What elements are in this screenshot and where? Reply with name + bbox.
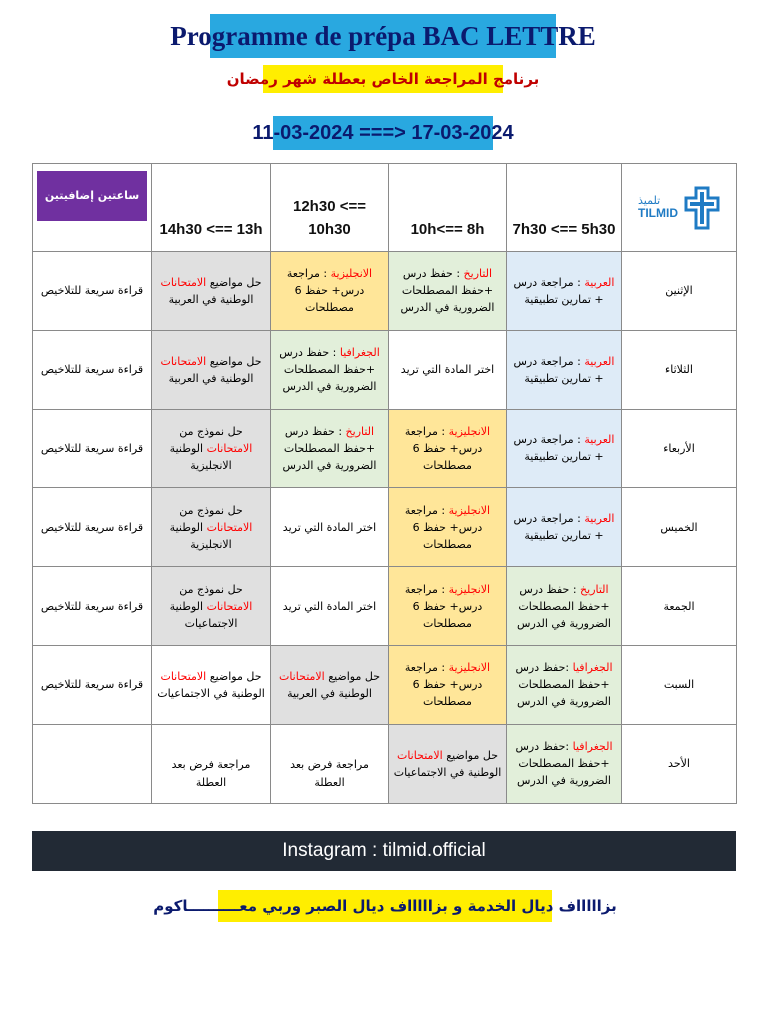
slot-cell: الانجليزية : مراجعة درس+ حفظ 6 مصطلحات	[389, 409, 507, 488]
table-row	[33, 567, 737, 646]
slot-cell: حل مواضيع الامتحانات الوطنية في الاجتماعيات	[389, 724, 507, 803]
page-subtitle: برنامج المراجعة الخاص بعطلة شهر رمضان	[263, 65, 503, 93]
day-label: الخميس	[622, 488, 737, 567]
extra-cell: قراءة سريعة للتلاخيص	[33, 409, 152, 488]
slot-cell: حل مواضيع الامتحانات الوطنية في العربية	[271, 645, 389, 724]
date-range: 11-03-2024 ===> 17-03-2024	[273, 116, 493, 150]
day-label: الإثنين	[622, 252, 737, 331]
extra-hours-header	[33, 164, 152, 252]
slot-cell: الانجليزية : مراجعة درس+ حفظ 6 مصطلحات	[389, 567, 507, 646]
day-label: الثلاثاء	[622, 330, 737, 409]
slot-cell: حل مواضيع الامتحانات الوطنية في العربية	[152, 330, 271, 409]
extra-cell: قراءة سريعة للتلاخيص	[33, 567, 152, 646]
time-header-1: 14h30 <== 13h	[152, 164, 271, 252]
table-row	[33, 252, 737, 331]
slot-cell: الجغرافيا :حفظ درس +حفظ المصطلحات الضرورية في الدرس	[507, 645, 622, 724]
day-label: السبت	[622, 645, 737, 724]
slot-cell: حل نموذج من الامتحانات الوطنية الانجليزية	[152, 409, 271, 488]
slot-cell: اختر المادة التي تريد	[271, 567, 389, 646]
extra-cell	[33, 724, 152, 803]
extra-cell: قراءة سريعة للتلاخيص	[33, 488, 152, 567]
slot-cell: مراجعة فرض بعد العطلة	[152, 724, 271, 803]
extra-cell: قراءة سريعة للتلاخيص	[33, 645, 152, 724]
extra-hours-badge: ساعتين إضافيتين	[37, 171, 147, 221]
table-row	[33, 724, 737, 803]
slot-cell: التاريخ : حفظ درس +حفظ المصطلحات الضرورية في الدرس	[507, 567, 622, 646]
table-row	[33, 645, 737, 724]
logo-arabic: تلميذ	[638, 193, 661, 207]
page-title: Programme de prépa BAC LETTRE	[210, 14, 556, 58]
slot-cell: اختر المادة التي تريد	[271, 488, 389, 567]
time-header-4: 7h30 <== 5h30	[507, 164, 622, 252]
extra-cell: قراءة سريعة للتلاخيص	[33, 330, 152, 409]
day-label: الأربعاء	[622, 409, 737, 488]
slot-cell: اختر المادة التي تريد	[389, 330, 507, 409]
footer-message: بزاااااف ديال الخدمة و بزاااااف ديال الصبر وربي معــــــــــاكوم	[218, 890, 552, 922]
slot-cell: العربية : مراجعة درس + تمارين تطبيقية	[507, 409, 622, 488]
table-row	[33, 330, 737, 409]
slot-cell: التاريخ : حفظ درس +حفظ المصطلحات الضرورية في الدرس	[271, 409, 389, 488]
time-header-3: 10h<== 8h	[389, 164, 507, 252]
slot-cell: حل مواضيع الامتحانات الوطنية في الاجتماعيات	[152, 645, 271, 724]
schedule-table	[32, 163, 737, 804]
slot-cell: حل نموذج من الامتحانات الوطنية الانجليزية	[152, 488, 271, 567]
instagram-link[interactable]: Instagram : tilmid.official	[32, 831, 736, 871]
table-row	[33, 488, 737, 567]
table-row	[33, 409, 737, 488]
slot-cell: الجغرافيا :حفظ درس +حفظ المصطلحات الضرورية في الدرس	[507, 724, 622, 803]
slot-cell: الانجليزية : مراجعة درس+ حفظ 6 مصطلحات	[271, 252, 389, 331]
day-label: الأحد	[622, 724, 737, 803]
slot-cell: الانجليزية : مراجعة درس+ حفظ 6 مصطلحات	[389, 645, 507, 724]
slot-cell: العربية : مراجعة درس + تمارين تطبيقية	[507, 252, 622, 331]
slot-cell: الانجليزية : مراجعة درس+ حفظ 6 مصطلحات	[389, 488, 507, 567]
extra-cell: قراءة سريعة للتلاخيص	[33, 252, 152, 331]
header-row	[33, 164, 737, 252]
slot-cell: العربية : مراجعة درس + تمارين تطبيقية	[507, 330, 622, 409]
slot-cell: حل مواضيع الامتحانات الوطنية في العربية	[152, 252, 271, 331]
slot-cell: الجغرافيا : حفظ درس +حفظ المصطلحات الضرورية في الدرس	[271, 330, 389, 409]
time-header-2: 12h30 <== 10h30	[271, 164, 389, 252]
logo-cell	[622, 164, 737, 252]
slot-cell: مراجعة فرض بعد العطلة	[271, 724, 389, 803]
slot-cell: التاريخ : حفظ درس +حفظ المصطلحات الضرورية في الدرس	[389, 252, 507, 331]
logo-latin: TILMID	[638, 205, 678, 220]
slot-cell: حل نموذج من الامتحانات الوطنية الاجتماعيات	[152, 567, 271, 646]
tilmid-cross-icon	[684, 186, 720, 230]
tilmid-logo	[626, 186, 732, 230]
slot-cell: العربية : مراجعة درس + تمارين تطبيقية	[507, 488, 622, 567]
day-label: الجمعة	[622, 567, 737, 646]
